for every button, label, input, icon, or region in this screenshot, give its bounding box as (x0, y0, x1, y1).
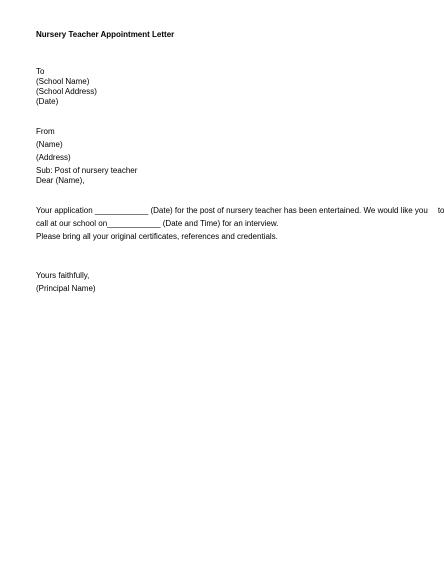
body-line-2: call at our school on____________ (Date and Time) for an interview. (36, 219, 279, 228)
to-label: To (36, 67, 45, 76)
to-school-name: (School Name) (36, 77, 90, 86)
body-line-1 (36, 206, 444, 216)
from-name: (Name) (36, 140, 63, 149)
from-label: From (36, 127, 55, 136)
salutation: Dear (Name), (36, 176, 85, 185)
to-school-address: (School Address) (36, 87, 97, 96)
body-line-3: Please bring all your original certificates, references and credentials. (36, 232, 278, 241)
letter-title: Nursery Teacher Appointment Letter (36, 30, 175, 39)
closing: Yours faithfully, (36, 271, 90, 280)
to-date: (Date) (36, 97, 59, 106)
signature: (Principal Name) (36, 284, 96, 293)
subject-line: Sub: Post of nursery teacher (36, 166, 138, 175)
from-address: (Address) (36, 153, 71, 162)
body-line-1-end: to (437, 206, 444, 215)
body-line-1-main: Your application ____________ (Date) for the post of nursery teacher has been entertained. We would like you (36, 206, 428, 215)
